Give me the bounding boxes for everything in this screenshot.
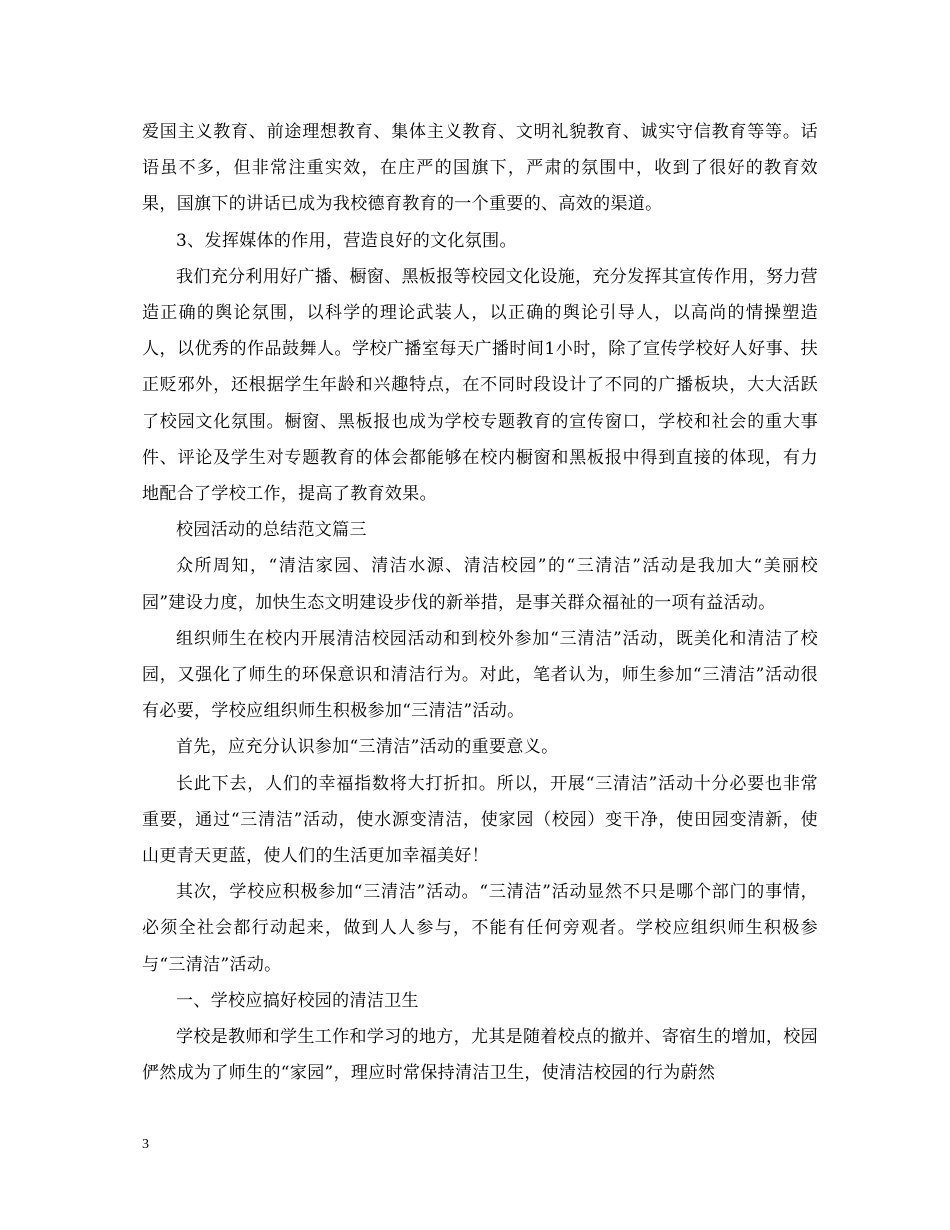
- paragraph: 我们充分利用好广播、橱窗、黑板报等校园文化设施，充分发挥其宣传作用，努力营造正确的舆论氛围，以科学的理论武装人，以正确的舆论引导人，以高尚的情操塑造人，以优秀的作品鼓舞人。学校广播室每天广播时间1小时，除了宣传学校好人好事、扶正贬邪外，还根据学生年龄和兴趣特点，在不同时段设计了不同的广播板块，大大活跃了校园文化氛围。橱窗、黑板报也成为学校专题教育的宣传窗口，学校和社会的重大事件、评论及学生对专题教育的体会都能够在校内橱窗和黑板报中得到直接的体现，有力地配合了学校工作，提高了教育效果。: [142, 266, 818, 505]
- paragraph: 组织师生在校内开展清洁校园活动和到校外参加“三清洁”活动，既美化和清洁了校园，又强化了师生的环保意识和清洁行为。对此，笔者认为，师生参加“三清洁”活动很有必要，学校应组织师生积极参加“三清洁”活动。: [142, 628, 818, 722]
- paragraph: 首先，应充分认识参加“三清洁”活动的重要意义。: [176, 737, 559, 758]
- paragraph: 众所周知，“清洁家园、清洁水源、清洁校园”的“三清洁”活动是我加大“美丽校园”建设力度，加快生态文明建设步伐的新举措，是事关群众福祉的一项有益活动。: [142, 556, 818, 613]
- paragraph: 其次，学校应积极参加“三清洁”活动。“三清洁”活动显然不只是哪个部门的事情，必须全社会都行动起来，做到人人参与，不能有任何旁观者。学校应组织师生积极参与“三清洁”活动。: [142, 882, 818, 975]
- section-heading: 3、发挥媒体的作用，营造良好的文化氛围。: [176, 230, 517, 251]
- page-number: 3: [142, 1137, 149, 1152]
- paragraph: 长此下去，人们的幸福指数将大打折扣。所以，开展“三清洁”活动十分必要也非常重要，通过“三清洁”活动，使水源变清洁，使家园（校园）变干净，使田园变清新，使山更青天更蓝，使人们的生活更加幸福美好！: [142, 773, 818, 867]
- paragraph: 爱国主义教育、前途理想教育、集体主义教育、文明礼貌教育、诚实守信教育等等。话语虽不多，但非常注重实效，在庄严的国旗下，严肃的氛围中，收到了很好的教育效果，国旗下的讲话已成为我校德育教育的一个重要的、高效的渠道。: [142, 122, 818, 215]
- document-body: [142, 114, 818, 1091]
- paragraph: 学校是教师和学生工作和学习的地方，尤其是随着校点的撤并、寄宿生的增加，校园俨然成为了师生的“家园”，理应时常保持清洁卫生，使清洁校园的行为蔚然: [142, 1027, 818, 1084]
- article-title: 校园活动的总结范文篇三: [176, 520, 367, 541]
- section-heading: 一、学校应搞好校园的清洁卫生: [176, 990, 419, 1011]
